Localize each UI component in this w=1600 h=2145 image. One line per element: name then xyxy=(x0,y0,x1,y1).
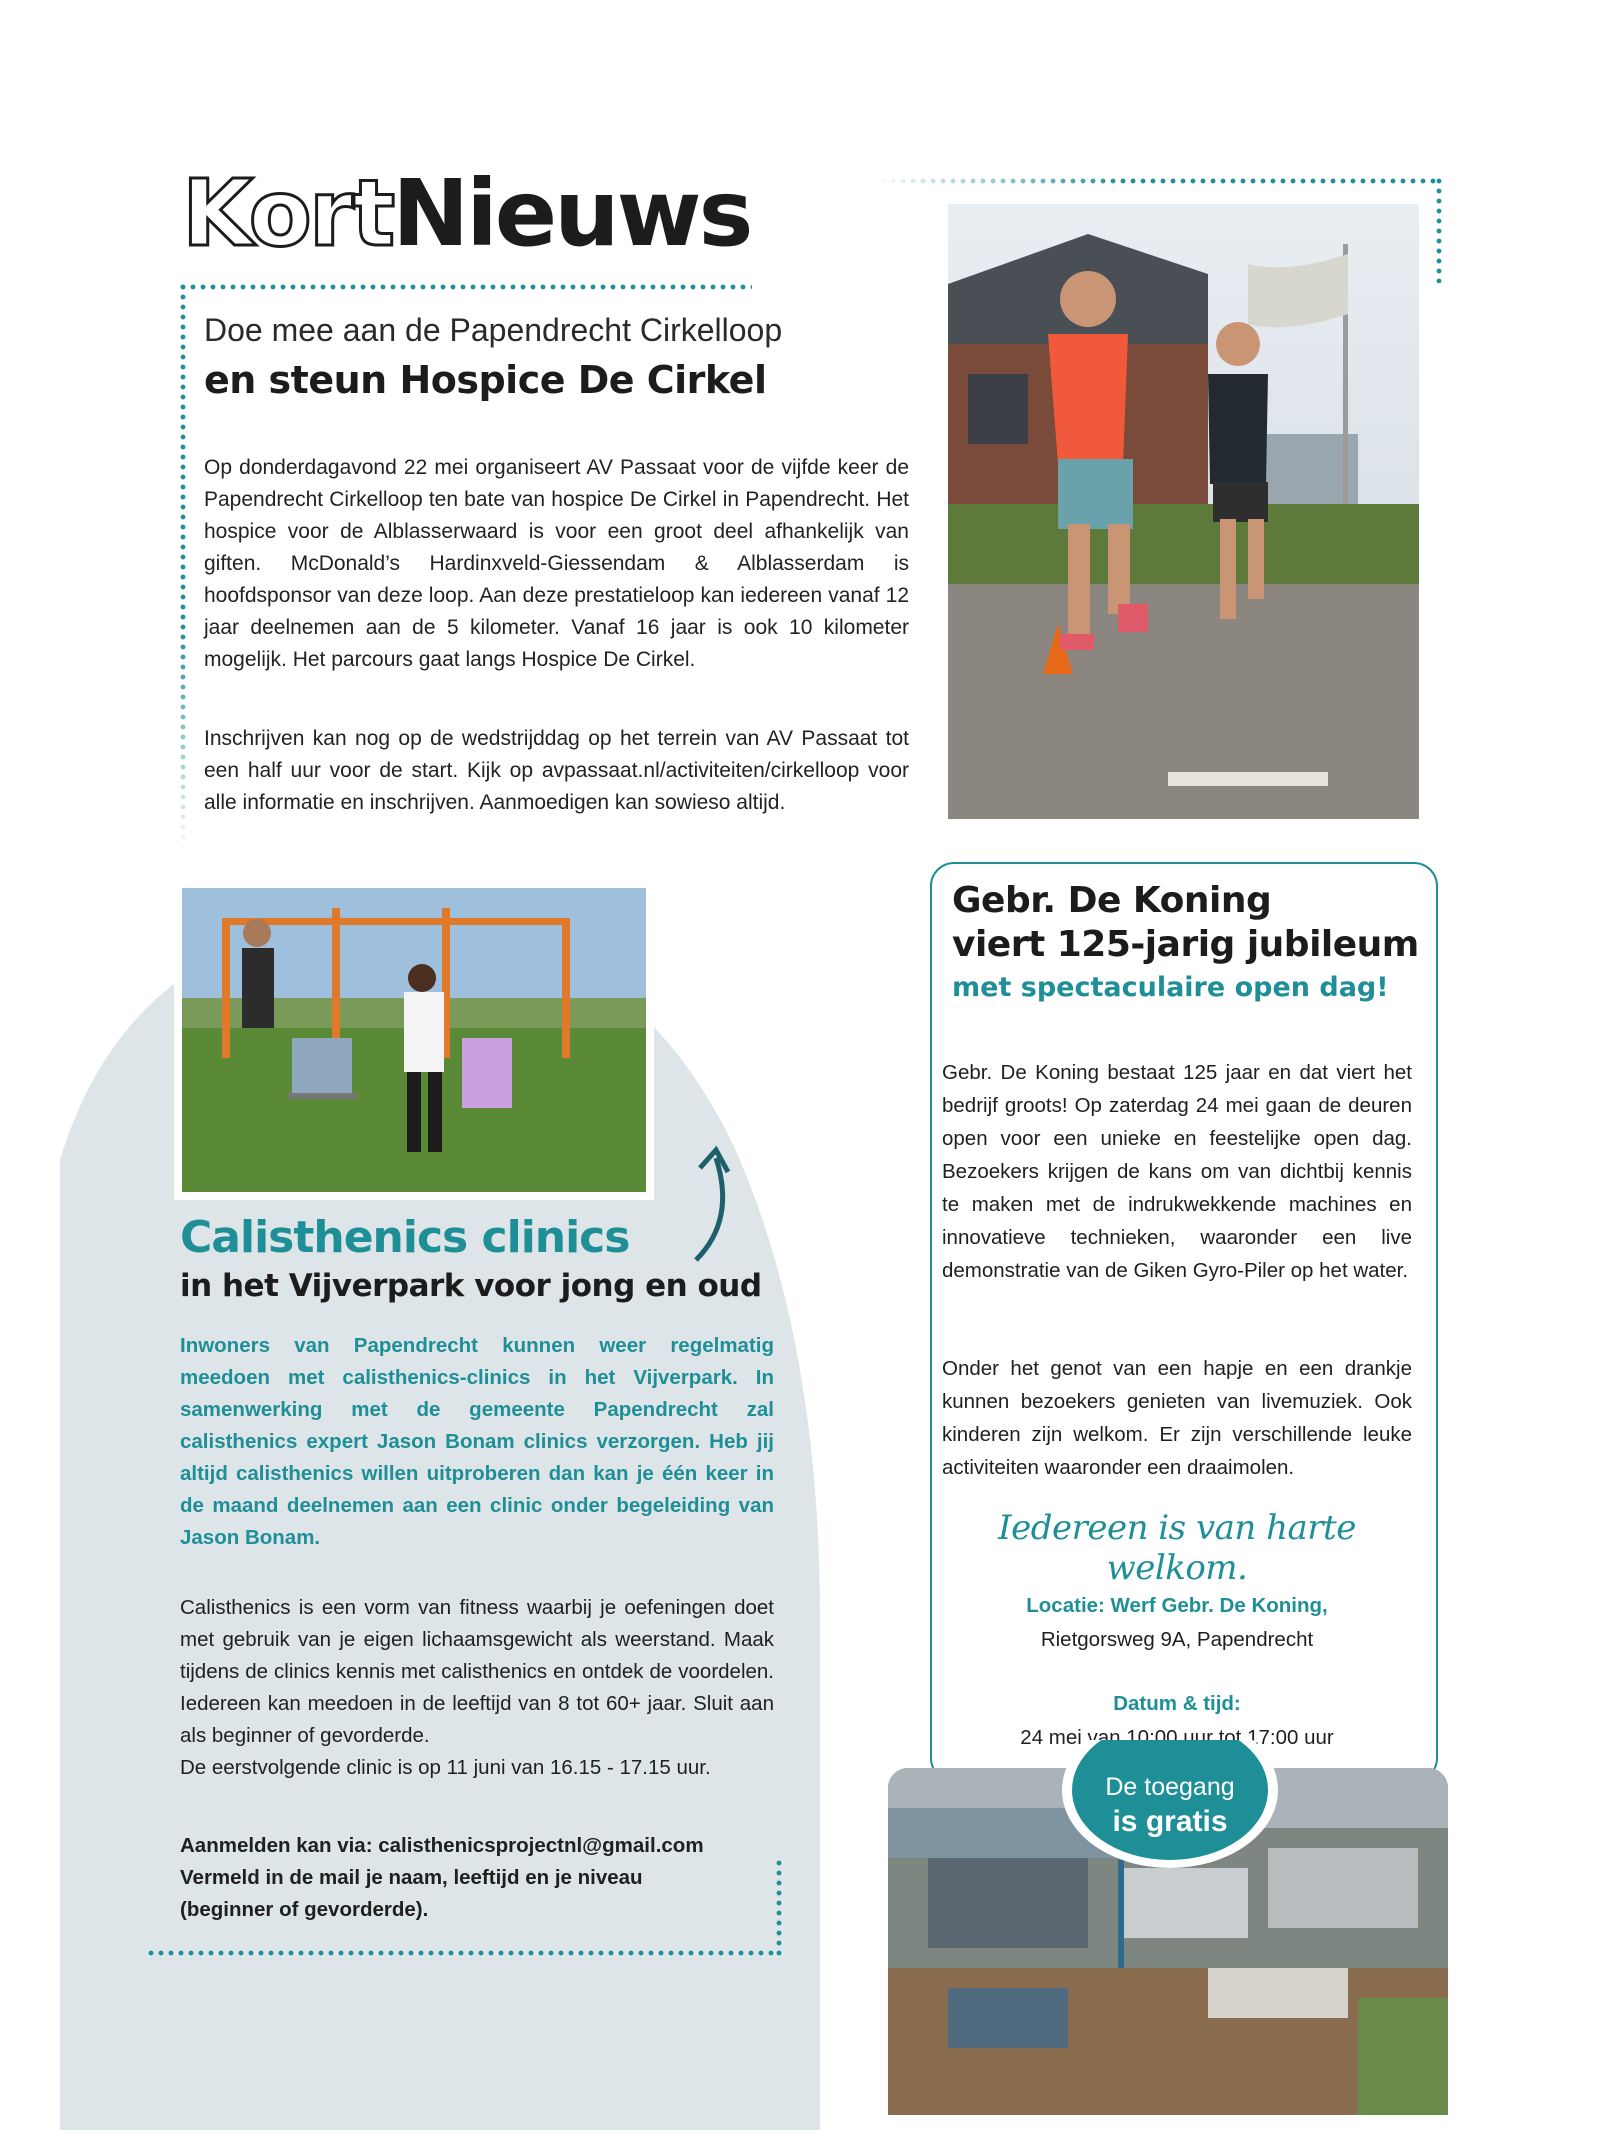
koning-title-line-1: Gebr. De Koning xyxy=(952,880,1272,921)
calisthenics-body-text: Calisthenics is een vorm van fitness waarbij je oefeningen doet met gebruik van je eigen lichaamsgewicht als weerstand. Maak tijdens de clinics kennis met calisthenics en ontdek de voordelen. Iedereen kan meedoen in de leeftijd van 8 tot 60+ jaar. Sluit aan als beginner of gevorderde. xyxy=(180,1596,774,1747)
dotted-line-top-article1 xyxy=(180,284,752,290)
badge-line-1: De toegang xyxy=(1105,1773,1235,1801)
cirkelloop-title: en steun Hospice De Cirkel xyxy=(204,358,767,402)
contact-email-line: Aanmelden kan via: calisthenicsprojectnl@gmail.com xyxy=(180,1834,704,1857)
datetime-value: 24 mei van 10:00 uur tot 17:00 uur xyxy=(1020,1726,1334,1749)
location-value: Rietgorsweg 9A, Papendrecht xyxy=(1040,1628,1314,1651)
kort-nieuws-logo xyxy=(182,160,751,267)
calisthenics-subtitle: in het Vijverpark voor jong en oud xyxy=(180,1268,762,1304)
cirkelloop-subtitle: Doe mee aan de Papendrecht Cirkelloop xyxy=(204,312,783,348)
koning-welcome-script: Iedereen is van harte welkom. xyxy=(998,1508,1356,1588)
koning-title-line-2: viert 125-jarig jubileum xyxy=(952,924,1419,965)
dotted-line-left-article1 xyxy=(180,284,186,854)
contact-level-line: (beginner of gevorderde). xyxy=(180,1898,429,1921)
calisthenics-photo xyxy=(174,880,654,1200)
koning-title-line-3: met spectaculaire open dag! xyxy=(952,972,1389,1003)
datetime-label: Datum & tijd: xyxy=(1113,1692,1241,1715)
calisthenics-next-clinic: De eerstvolgende clinic is op 11 juni van 16.15 - 17.15 uur. xyxy=(180,1756,711,1779)
dotted-line-right-photo xyxy=(1436,178,1442,283)
dotted-line-right-calisthenics xyxy=(776,1860,782,1956)
contact-instruction-line: Vermeld in de mail je naam, leeftijd en je niveau xyxy=(180,1866,643,1889)
calisthenics-title: Calisthenics clinics xyxy=(180,1212,630,1263)
koning-paragraph-1: Gebr. De Koning bestaat 125 jaar en dat viert het bedrijf groots! Op zaterdag 24 mei gaan de deuren open voor een unieke en feestelijke open dag. Bezoekers krijgen de kans om van dichtbij kennis te maken met de indrukwekkende machines en innovatieve technieken, waaronder een live demonstratie van de Giken Gyro-Piler op het water. xyxy=(942,1061,1412,1282)
dotted-line-bottom-calisthenics xyxy=(148,1950,780,1956)
dotted-line-top-photo xyxy=(870,178,1440,184)
runners-photo xyxy=(948,204,1419,819)
calisthenics-contact xyxy=(180,1830,774,1926)
curved-arrow-icon xyxy=(676,1140,746,1270)
cirkelloop-paragraph-1: Op donderdagavond 22 mei organiseert AV Passaat voor de vijfde keer de Papendrecht Cirkelloop ten bate van hospice De Cirkel in Papendrecht. Het hospice voor de Alblasserwaard is voor een groot deel afhankelijk van giften. McDonald’s Hardinxveld-Giessendam & Alblasserdam is hoofdsponsor van deze loop. Aan deze prestatieloop kan iedereen vanaf 12 jaar deelnemen aan de 5 kilometer. Vanaf 16 jaar is ook 10 kilometer mogelijk. Het parcours gaat langs Hospice De Cirkel. xyxy=(204,456,909,671)
calisthenics-intro: Inwoners van Papendrecht kunnen weer regelmatig meedoen met calisthenics-clinics in het Vijverpark. In samenwerking met de gemeente Papendrecht zal calisthenics expert Jason Bonam clinics verzorgen. Heb jij altijd calisthenics willen uitproberen dan kan je één keer in de maand deelnemen aan een clinic onder begeleiding van Jason Bonam. xyxy=(180,1334,774,1549)
badge-line-2: is gratis xyxy=(1112,1805,1228,1838)
koning-paragraph-2: Onder het genot van een hapje en een drankje kunnen bezoekers genieten van livemuziek. Ook kinderen zijn welkom. Er zijn verschillende leuke activiteiten waaronder een draaimolen. xyxy=(942,1357,1412,1479)
logo-nieuws: Nieuws xyxy=(392,160,751,267)
cirkelloop-paragraph-2: Inschrijven kan nog op de wedstrijddag op het terrein van AV Passaat tot een half uur voor de start. Kijk op avpassaat.nl/activiteiten/cirkelloop voor alle informatie en inschrijven. Aanmoedigen kan sowieso altijd. xyxy=(204,727,909,814)
location-label: Locatie: Werf Gebr. De Koning, xyxy=(1026,1594,1328,1617)
logo-kort: Kort xyxy=(182,160,393,267)
calisthenics-body xyxy=(180,1592,774,1784)
